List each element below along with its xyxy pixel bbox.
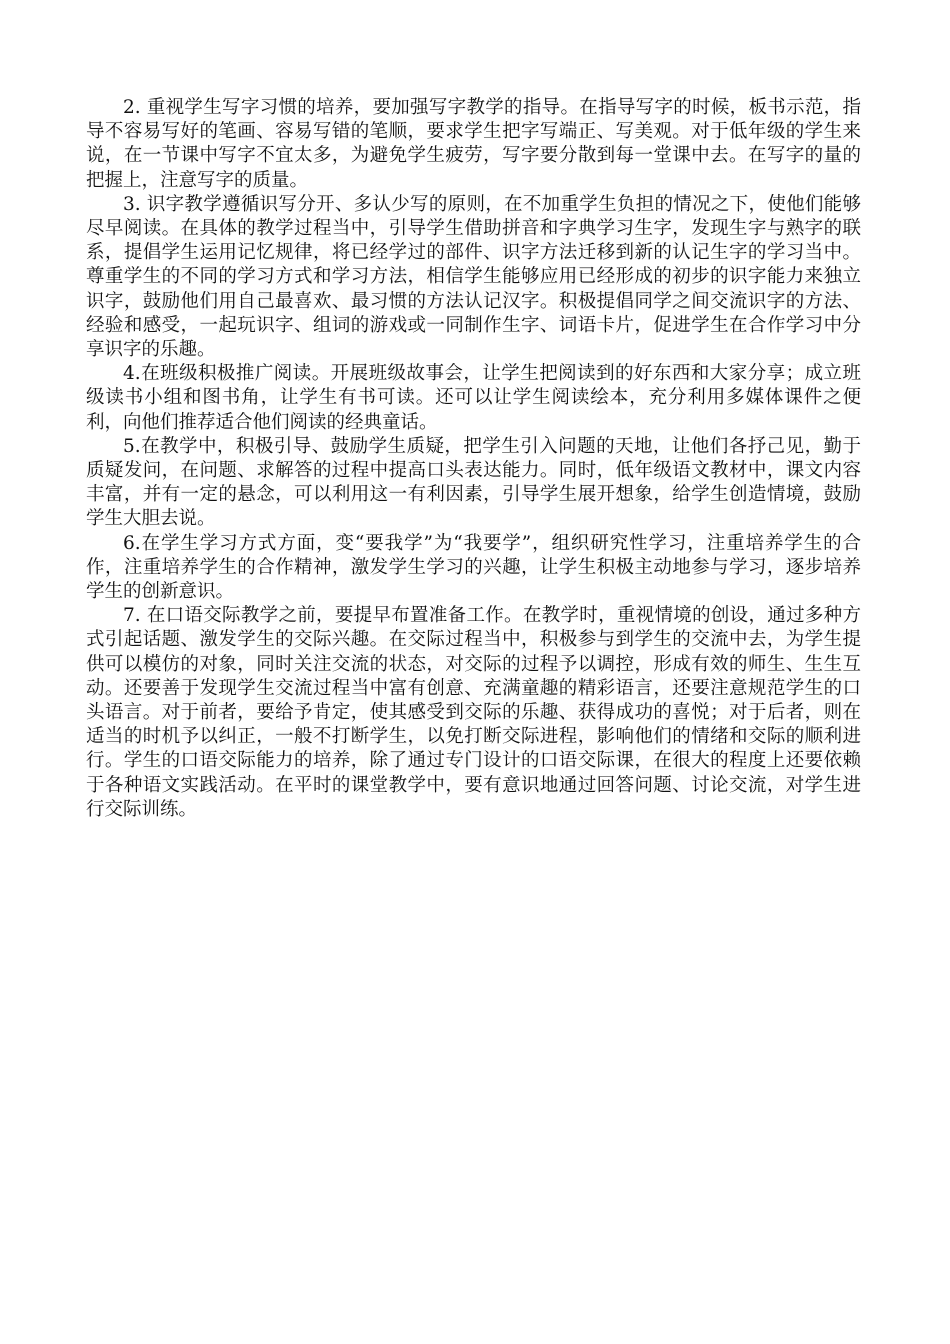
document-body <box>86 96 861 822</box>
paragraph-6-learning-style: 6.在学生学习方式方面，变“要我学”为“我要学”，组织研究性学习，注重培养学生的合作，注重培养学生的合作精神，激发学生学习的兴趣，让学生积极主动地参与学习，逐步培养学生的创新意识。 <box>86 532 861 603</box>
paragraph-7-oral-communication: 7. 在口语交际教学之前，要提早布置准备工作。在教学时，重视情境的创设，通过多种方式引起话题、激发学生的交际兴趣。在交际过程当中，积极参与到学生的交流中去，为学生提供可以模仿的对象，同时关注交流的状态，对交际的过程予以调控，形成有效的师生、生生互动。还要善于发现学生交流过程当中富有创意、充满童趣的精彩语言，还要注意规范学生的口头语言。对于前者，要给予肯定，使其感受到交际的乐趣、获得成功的喜悦；对于后者，则在适当的时机予以纠正，一般不打断学生，以免打断交际进程，影响他们的情绪和交际的顺利进行。学生的口语交际能力的培养，除了通过专门设计的口语交际课，在很大的程度上还要依赖于各种语文实践活动。在平时的课堂教学中，要有意识地通过回答问题、讨论交流，对学生进行交际训练。 <box>86 605 861 820</box>
paragraph-4-reading-promotion: 4.在班级积极推广阅读。开展班级故事会，让学生把阅读到的好东西和大家分享；成立班级读书小组和图书角，让学生有书可读。还可以让学生阅读绘本，充分利用多媒体课件之便利，向他们推荐适合他们阅读的经典童话。 <box>86 363 861 433</box>
paragraph-3-character-recognition: 3. 识字教学遵循识写分开、多认少写的原则，在不加重学生负担的情况之下，使他们能够尽早阅读。在具体的教学过程当中，引导学生借助拼音和字典学习生字，发现生字与熟字的联系，提倡学生运用记忆规律，将已经学过的部件、识字方法迁移到新的认记生字的学习当中。尊重学生的不同的学习方式和学习方法，相信学生能够应用已经形成的初步的识字能力来独立识字，鼓励他们用自己最喜欢、最习惯的方法认记汉字。积极提倡同学之间交流识字的方法、经验和感受，一起玩识字、组词的游戏或一同制作生字、词语卡片，促进学生在合作学习中分享识字的乐趣。 <box>86 193 861 361</box>
paragraph-2-writing-habits: 2. 重视学生写字习惯的培养，要加强写字教学的指导。在指导写字的时候，板书示范，指导不容易写好的笔画、容易写错的笔顺，要求学生把字写端正、写美观。对于低年级的学生来说，在一节课中写字不宜太多，为避免学生疲劳，写字要分散到每一堂课中去。在写字的量的把握上，注意写字的质量。 <box>86 97 861 191</box>
paragraph-5-questioning: 5.在教学中，积极引导、鼓励学生质疑，把学生引入问题的天地，让他们各抒己见，勤于质疑发问，在问题、求解答的过程中提高口头表达能力。同时，低年级语文教材中，课文内容丰富，并有一定的悬念，可以利用这一有利因素，引导学生展开想象，给学生创造情境，鼓励学生大胆去说。 <box>86 435 861 530</box>
